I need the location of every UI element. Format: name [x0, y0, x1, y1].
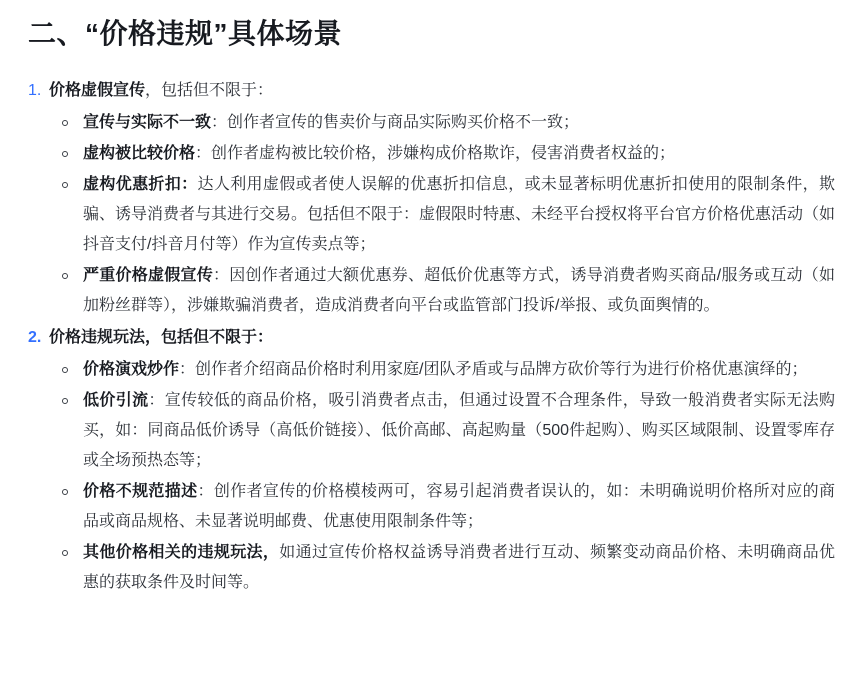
circle-bullet-icon — [62, 550, 68, 556]
circle-bullet-icon — [62, 489, 68, 495]
bullet-text: ：创作者宣传的价格模棱两可，容易引起消费者误认的，如：未明确说明价格所对应的商品或商品规格、未显著说明邮费、优惠使用限制条件等； — [83, 483, 835, 530]
bullet-text: ：因创作者通过大额优惠券、超低价优惠等方式，诱导消费者购买商品/服务或互动（如加粉丝群等），涉嫌欺骗消费者，造成消费者向平台或监管部门投诉/举报、或负面舆情的。 — [83, 267, 835, 314]
bullet-item — [49, 170, 835, 260]
list-item-price-false-advertising — [28, 76, 835, 323]
bullet-item — [49, 108, 835, 138]
bullet-paragraph — [83, 139, 835, 169]
bullet-term: 低价引流 — [83, 392, 149, 409]
bullet-item — [49, 477, 835, 537]
list-item-price-violation-tactics — [28, 323, 835, 600]
bullet-term: 虚构被比较价格 — [83, 145, 196, 162]
circle-bullet-icon — [62, 151, 68, 157]
circle-bullet-icon — [62, 120, 68, 126]
bullet-term: 其他价格相关的违规玩法， — [83, 544, 280, 561]
item-number: 1. — [28, 82, 42, 99]
bullet-text: ：创作者介绍商品价格时利用家庭/团队矛盾或与品牌方砍价等行为进行价格优惠演绎的； — [179, 361, 808, 378]
bullet-item — [49, 386, 835, 476]
circle-bullet-icon — [62, 273, 68, 279]
item-heading-rest: ，包括但不限于： — [145, 82, 274, 99]
bullet-term: 价格演戏炒作 — [83, 361, 180, 378]
page-title: 二、“价格违规”具体场景 — [28, 18, 343, 49]
item-heading — [49, 323, 835, 353]
bullet-paragraph — [83, 355, 835, 385]
bullet-text: ：创作者虚构被比较价格，涉嫌构成价格欺诈，侵害消费者权益的； — [195, 145, 676, 162]
bullet-list — [49, 355, 835, 598]
item-number: 2. — [28, 329, 42, 346]
bullet-paragraph — [83, 261, 835, 321]
circle-bullet-icon — [62, 398, 68, 404]
bullet-item — [49, 355, 835, 385]
bullet-item — [49, 538, 835, 598]
circle-bullet-icon — [62, 182, 68, 188]
bullet-text: 达人利用虚假或者使人误解的优惠折扣信息，或未显著标明优惠折扣使用的限制条件，欺骗、诱导消费者与其进行交易。包括但不限于：虚假限时特惠、未经平台授权将平台官方价格优惠活动（如抖音支付/抖音月付等）作为宣传卖点等； — [83, 176, 836, 253]
bullet-paragraph — [83, 170, 835, 260]
bullet-text: ：宣传较低的商品价格，吸引消费者点击，但通过设置不合理条件，导致一般消费者实际无法购买，如：同商品低价诱导（高低价链接）、低价高邮、高起购量（500件起购）、购买区域限制、设置零库存或全场预热态等； — [83, 392, 835, 469]
bullet-paragraph — [83, 477, 835, 537]
item-content — [49, 76, 835, 323]
bullet-paragraph — [83, 108, 835, 138]
bullet-item — [49, 261, 835, 321]
bullet-paragraph — [83, 538, 835, 598]
item-term: 价格虚假宣传 — [49, 82, 146, 99]
circle-bullet-icon — [62, 367, 68, 373]
bullet-term: 宣传与实际不一致 — [83, 114, 212, 131]
item-content — [49, 323, 835, 600]
bullet-text: ：创作者宣传的售卖价与商品实际购买价格不一致； — [211, 114, 580, 131]
bullet-paragraph — [83, 386, 835, 476]
bullet-term: 严重价格虚假宣传 — [83, 267, 214, 284]
bullet-term: 价格不规范描述 — [83, 483, 198, 500]
bullet-list — [49, 108, 835, 321]
bullet-item — [49, 139, 835, 169]
item-term: 价格违规玩法，包括但不限于： — [49, 329, 274, 346]
bullet-term: 虚构优惠折扣： — [83, 176, 198, 193]
numbered-list — [28, 76, 835, 600]
item-heading — [49, 76, 835, 106]
bullet-text: 如通过宣传价格权益诱导消费者进行互动、频繁变动商品价格、未明确商品优惠的获取条件及时间等。 — [83, 544, 835, 591]
